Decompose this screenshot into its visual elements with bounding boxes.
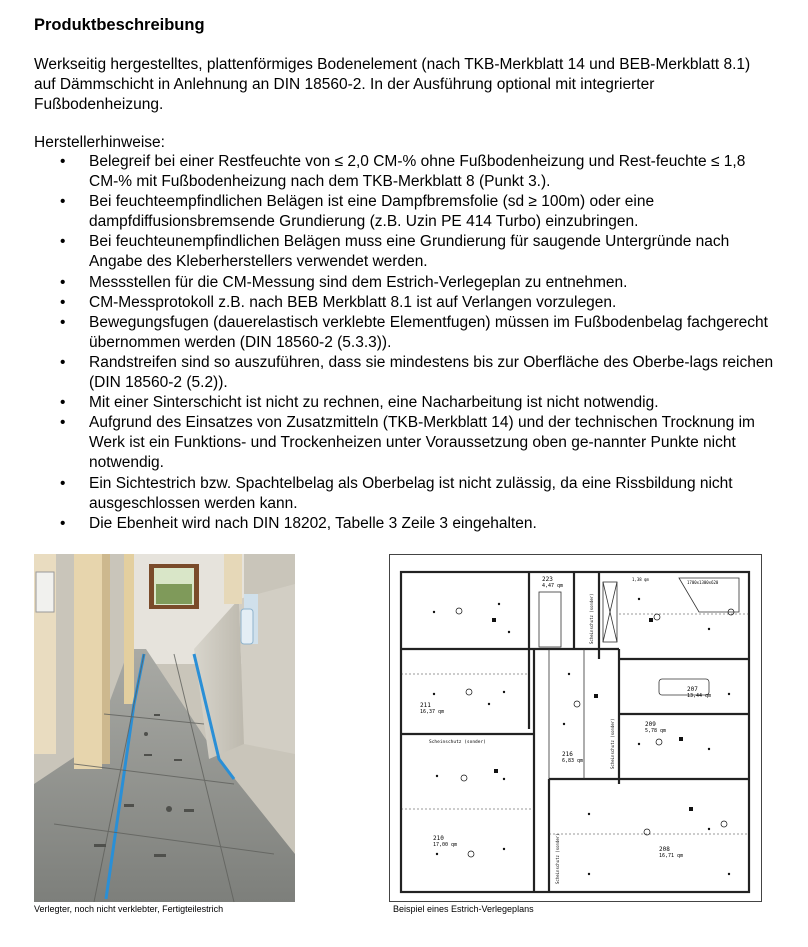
room-area: 16,37 qm [420, 709, 445, 715]
note-text: Aufgrund des Einsatzes von Zusatzmitteln (TKB-Merkblatt 14) und der technischen Trocknung im Werk ist ein Funktions- und Trockenheizen unter Voraussetzung oben ge-nannter Punkte nicht notwendig. [89, 414, 755, 472]
plan-strip-label: Scheinschutz (sonder) [589, 593, 594, 644]
list-item [34, 353, 774, 393]
room-id: 207 [687, 686, 698, 693]
note-text: Belegreif bei einer Restfeuchte von ≤ 2,0 CM-% ohne Fußbodenheizung und Rest-feuchte ≤ 1,8 CM-% mit Fußbodenheizung nach dem TKB-Merkblatt 8 (Punkt 3.). [89, 153, 746, 191]
list-item [34, 313, 774, 353]
room-id: 210 [433, 835, 444, 842]
plan-strip-label-2: Scheinschutz (sonder) [610, 718, 615, 769]
notes-list [34, 152, 774, 534]
note-text: Bei feuchteempfindlichen Belägen ist eine Dampfbremsfolie (sd ≥ 100m) oder eine dampfdiffusionsbremsende Grundierung (z.B. Uzin PE 414 Turbo) einzubringen. [89, 193, 655, 231]
room-area: 4,47 qm [542, 583, 564, 589]
plan-strip-label-3: Scheinschutz (sonder) [555, 833, 560, 884]
room-area: 13,44 qm [687, 693, 712, 699]
room-area: 6,83 qm [562, 758, 584, 764]
bullet-icon: • [60, 153, 66, 170]
plan-strip-label-h: Scheinschutz (sonder) [429, 740, 486, 745]
list-item [34, 232, 774, 272]
hints-label: Herstellerhinweise: [34, 134, 165, 151]
room-area: 17,00 qm [433, 842, 458, 848]
note-text: CM-Messprotokoll z.B. nach BEB Merkblatt 8.1 ist auf Verlangen vorzulegen. [89, 293, 617, 311]
note-text: Bei feuchteunempfindlichen Belägen muss eine Grundierung für saugende Untergründe nach Angabe des Kleberherstellers verwendet werden. [89, 233, 730, 271]
bullet-icon: • [60, 353, 66, 371]
note-text: Randstreifen sind so auszuführen, dass sie mindestens bis zur Oberfläche des Oberbe-lags reichen (DIN 18560-2 (5.2)). [89, 353, 774, 392]
screed-photo [34, 554, 295, 902]
list-item [34, 514, 774, 534]
page-title: Produktbeschreibung [34, 16, 205, 34]
room-id: 208 [659, 846, 670, 853]
room-area: 5,78 qm [645, 728, 667, 734]
bullet-icon: • [60, 414, 66, 432]
note-text: Ein Sichtestrich bzw. Spachtelbelag als Oberbelag ist nicht zulässig, da eine Rissbildung nicht ausgeschlossen werden kann. [89, 474, 733, 512]
note-text: Messstellen für die CM-Messung sind dem Estrich-Verlegeplan zu entnehmen. [89, 273, 628, 291]
note-text: Mit einer Sinterschicht ist nicht zu rechnen, eine Nacharbeitung ist nicht notwendig. [89, 394, 659, 412]
floor-plan-drawing [389, 554, 762, 902]
room-area: 16,71 qm [659, 853, 684, 859]
bullet-icon: • [60, 394, 66, 412]
plan-tub-label: 1700x1300x620 [687, 580, 719, 585]
note-text: Die Ebenheit wird nach DIN 18202, Tabelle 3 Zeile 3 eingehalten. [89, 514, 537, 532]
list-item [34, 152, 774, 192]
bullet-icon: • [60, 233, 66, 251]
room-id: 223 [542, 576, 553, 583]
list-item [34, 273, 774, 293]
list-item [34, 474, 774, 514]
bullet-icon: • [60, 514, 66, 532]
note-text: Bewegungsfugen (dauerelastisch verklebte Elementfugen) müssen im Fußbodenbelag fachgerecht übernommen werden (DIN 18560-2 (5.3.3)). [89, 313, 768, 351]
room-id: 211 [420, 702, 431, 709]
list-item [34, 293, 774, 313]
room-id: 209 [645, 721, 656, 728]
bullet-icon: • [60, 293, 66, 311]
photo-caption: Verlegter, noch nicht verklebter, Fertigteilestrich [34, 904, 224, 914]
bullet-icon: • [60, 474, 66, 492]
bullet-icon: • [60, 193, 66, 211]
screed-photo-drawing [34, 554, 295, 902]
bullet-icon: • [60, 273, 66, 291]
intro-paragraph: Werkseitig hergestelltes, plattenförmiges Bodenelement (nach TKB-Merkblatt 14 und BEB-Merkblatt 8.1) auf Dämmschicht in Anlehnung an DIN 18560-2. In der Ausführung optional mit integrierter Fußbodenheizung. [34, 56, 751, 113]
plan-caption: Beispiel eines Estrich-Verlegeplans [393, 904, 534, 914]
bullet-icon: • [60, 313, 66, 331]
list-item [34, 393, 774, 413]
list-item [34, 413, 774, 473]
plan-area-small: 1,38 qm [632, 577, 649, 582]
list-item [34, 192, 774, 232]
floor-plan [389, 554, 762, 902]
room-id: 216 [562, 751, 573, 758]
